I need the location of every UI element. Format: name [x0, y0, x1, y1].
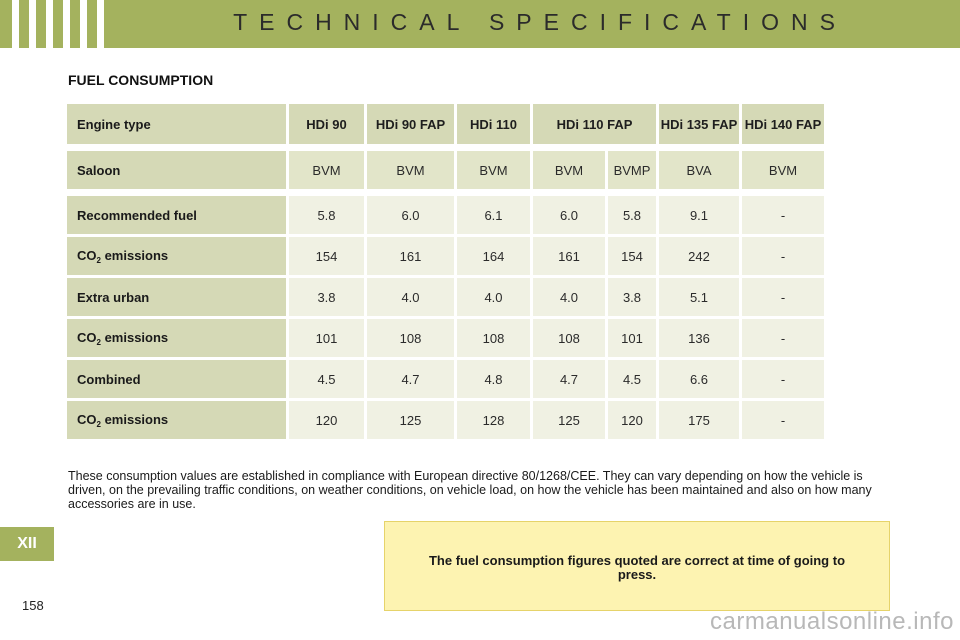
table-cell: 154 — [289, 237, 367, 278]
column-header: HDi 110 FAP — [533, 104, 659, 147]
table-cell: 4.8 — [457, 360, 533, 401]
engine-type-header: Engine type — [67, 104, 289, 147]
page-header — [0, 0, 960, 48]
table-row — [67, 278, 824, 319]
co2-label-suffix: emissions — [100, 247, 169, 263]
table-cell: 6.6 — [659, 360, 742, 401]
column-header: HDi 135 FAP — [659, 104, 742, 147]
table-cell: BVM — [367, 151, 457, 192]
column-header: HDi 90 FAP — [367, 104, 457, 147]
table-cell: 161 — [367, 237, 457, 278]
table-cell: 6.0 — [367, 196, 457, 237]
table-row — [67, 237, 824, 278]
table-cell: 108 — [457, 319, 533, 360]
row-label-co2 — [67, 237, 289, 278]
table-header-row — [67, 104, 824, 147]
table-cell: 136 — [659, 319, 742, 360]
table-cell: 101 — [608, 319, 659, 360]
table-cell: - — [742, 401, 824, 442]
table-cell: 3.8 — [608, 278, 659, 319]
page-title: TECHNICAL SPECIFICATIONS — [233, 9, 847, 35]
table-cell: 125 — [533, 401, 608, 442]
co2-label-suffix: emissions — [100, 411, 169, 427]
table-cell: 4.0 — [457, 278, 533, 319]
page-number: 158 — [22, 598, 44, 613]
co2-subscript: 2 — [96, 419, 101, 429]
table-cell: 5.8 — [289, 196, 367, 237]
row-label: Combined — [67, 360, 289, 401]
table-cell: 4.0 — [533, 278, 608, 319]
table-cell: BVM — [457, 151, 533, 192]
co2-subscript: 2 — [96, 337, 101, 347]
table-cell: - — [742, 237, 824, 278]
table-cell: BVM — [289, 151, 367, 192]
table-cell: BVA — [659, 151, 742, 192]
row-label: Saloon — [67, 151, 289, 192]
row-label-co2 — [67, 401, 289, 442]
table-cell: 6.1 — [457, 196, 533, 237]
table-cell: 9.1 — [659, 196, 742, 237]
row-label: Extra urban — [67, 278, 289, 319]
watermark: carmanualsonline.info — [710, 608, 954, 635]
column-header: HDi 140 FAP — [742, 104, 824, 147]
table-cell: 125 — [367, 401, 457, 442]
table-cell: 128 — [457, 401, 533, 442]
column-header: HDi 90 — [289, 104, 367, 147]
table-cell: 120 — [289, 401, 367, 442]
info-box-text: The fuel consumption figures quoted are correct at time of going to press. — [428, 553, 846, 582]
info-box — [384, 521, 890, 611]
table-cell: - — [742, 360, 824, 401]
table-cell: 154 — [608, 237, 659, 278]
table-cell: 4.5 — [289, 360, 367, 401]
table-cell: 4.7 — [367, 360, 457, 401]
table-cell: 108 — [367, 319, 457, 360]
table-cell: 4.5 — [608, 360, 659, 401]
table-cell: BVM — [533, 151, 608, 192]
chapter-tab: XII — [0, 527, 54, 561]
table-row-saloon — [67, 151, 824, 192]
table-cell: 164 — [457, 237, 533, 278]
table-cell: 4.7 — [533, 360, 608, 401]
table-cell: - — [742, 319, 824, 360]
table-cell: 3.8 — [289, 278, 367, 319]
table-cell: 242 — [659, 237, 742, 278]
co2-label-prefix: CO — [77, 329, 97, 345]
section-title: FUEL CONSUMPTION — [68, 72, 214, 88]
table-cell: 5.8 — [608, 196, 659, 237]
table-cell: BVM — [742, 151, 824, 192]
table-cell: 5.1 — [659, 278, 742, 319]
table-cell: 120 — [608, 401, 659, 442]
table-cell: 175 — [659, 401, 742, 442]
fuel-consumption-table — [67, 104, 824, 442]
table-cell: BVMP — [608, 151, 659, 192]
table-row — [67, 319, 824, 360]
consumption-note: These consumption values are established in compliance with European directive 80/1268/CEE. They can vary depending on how the vehicle is driven, on the prevailing traffic conditions, on weather conditions, on vehicle load, on how the vehicle has been maintained and also on how many accessories are in use. — [68, 469, 872, 511]
co2-subscript: 2 — [96, 255, 101, 265]
co2-label-suffix: emissions — [100, 329, 169, 345]
row-label: Recommended fuel — [67, 196, 289, 237]
table-cell: 6.0 — [533, 196, 608, 237]
table-cell: - — [742, 196, 824, 237]
table-cell: 108 — [533, 319, 608, 360]
co2-label-prefix: CO — [77, 247, 97, 263]
table-row — [67, 360, 824, 401]
table-cell: 4.0 — [367, 278, 457, 319]
row-label-co2 — [67, 319, 289, 360]
table-cell: 161 — [533, 237, 608, 278]
table-cell: 101 — [289, 319, 367, 360]
table-row — [67, 196, 824, 237]
table-cell: - — [742, 278, 824, 319]
co2-label-prefix: CO — [77, 411, 97, 427]
column-header: HDi 110 — [457, 104, 533, 147]
table-row — [67, 401, 824, 442]
